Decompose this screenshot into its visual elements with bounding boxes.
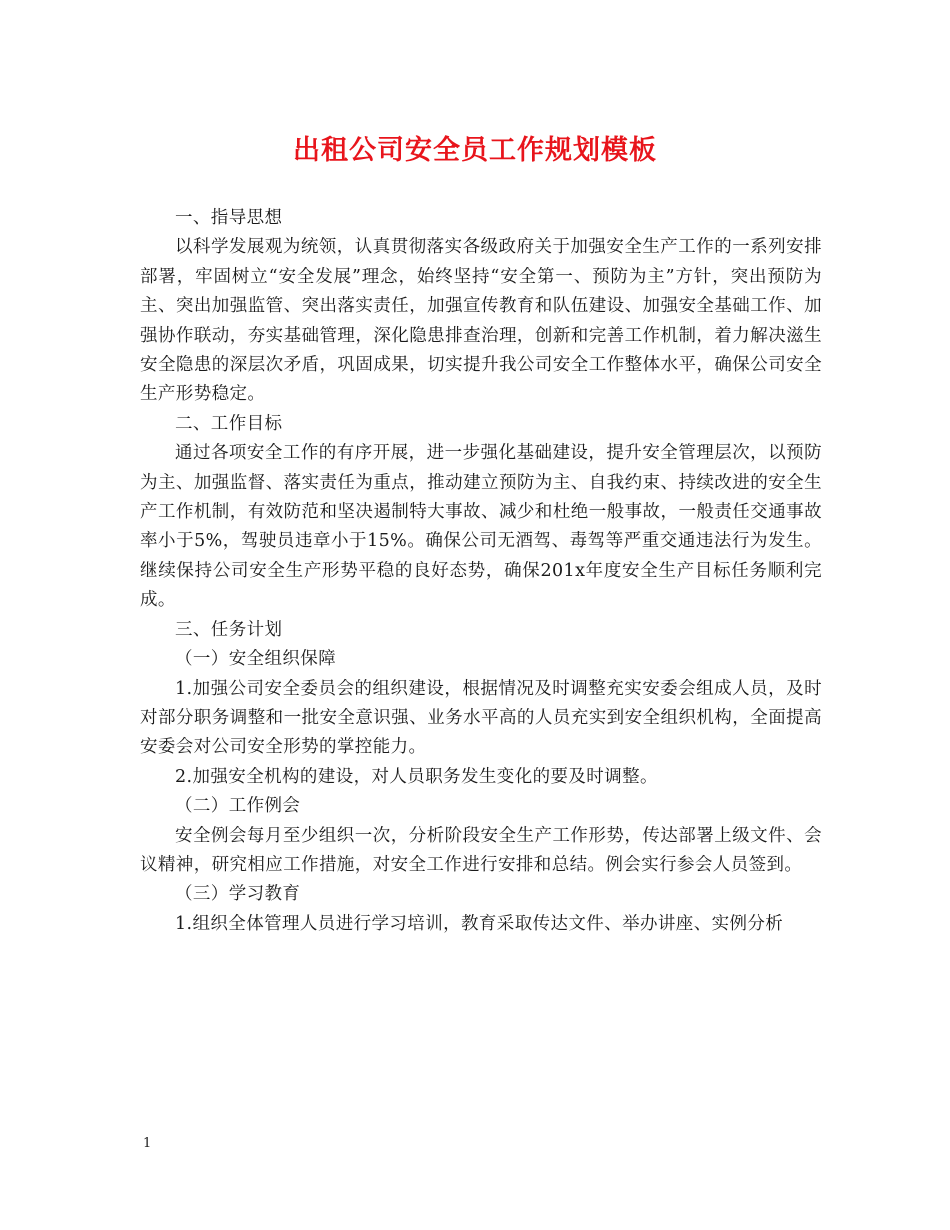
paragraph-study-education-1: 1.组织全体管理人员进行学习培训，教育采取传达文件、举办讲座、实例分析	[175, 913, 784, 934]
subsection-heading-safety-organization: （一）安全组织保障	[175, 649, 337, 670]
paragraph-guiding-ideology: 以科学发展观为统领，认真贯彻落实各级政府关于加强安全生产工作的一系列安排部署，牢固树立“安全发展”理念，始终坚持“安全第一、预防为主”方针，突出预防为主、突出加强监管、突出落实责任，加强宣传教育和队伍建设、加强安全基础工作、加强协作联动，夯实基础管理，深化隐患排查治理，创新和完善工作机制，着力解决滋生安全隐患的深层次矛盾，巩固成果，切实提升我公司安全工作整体水平，确保公司安全生产形势稳定。	[140, 237, 822, 405]
section-heading-work-goals: 二、工作目标	[175, 413, 283, 434]
paragraph-safety-organization-2: 2.加强安全机构的建设，对人员职务发生变化的要及时调整。	[175, 766, 658, 787]
subsection-heading-work-meeting: （二）工作例会	[175, 796, 301, 817]
section-heading-task-plan: 三、任务计划	[175, 619, 283, 640]
page-number: 1	[143, 1136, 152, 1151]
document-title: 出租公司安全员工作规划模板	[293, 135, 657, 166]
document-body	[140, 204, 822, 939]
subsection-heading-study-education: （三）学习教育	[175, 884, 301, 905]
paragraph-work-meeting: 安全例会每月至少组织一次，分析阶段安全生产工作形势，传达部署上级文件、会议精神，研究相应工作措施，对安全工作进行安排和总结。例会实行参会人员签到。	[140, 825, 822, 875]
section-heading-guiding-ideology: 一、指导思想	[175, 208, 283, 228]
paragraph-safety-organization-1: 1.加强公司安全委员会的组织建设，根据情况及时调整充实安委会组成人员，及时对部分职务调整和一批安全意识强、业务水平高的人员充实到安全组织机构，全面提高安委会对公司安全形势的掌控能力。	[140, 678, 822, 758]
paragraph-work-goals: 通过各项安全工作的有序开展，进一步强化基础建设，提升安全管理层次，以预防为主、加强监督、落实责任为重点，推动建立预防为主、自我约束、持续改进的安全生产工作机制，有效防范和坚决遏制特大事故、减少和杜绝一般事故，一般责任交通事故率小于5%，驾驶员违章小于15%。确保公司无酒驾、毒驾等严重交通违法行为发生。继续保持公司安全生产形势平稳的良好态势，确保201x年度安全生产目标任务顺利完成。	[140, 443, 822, 611]
